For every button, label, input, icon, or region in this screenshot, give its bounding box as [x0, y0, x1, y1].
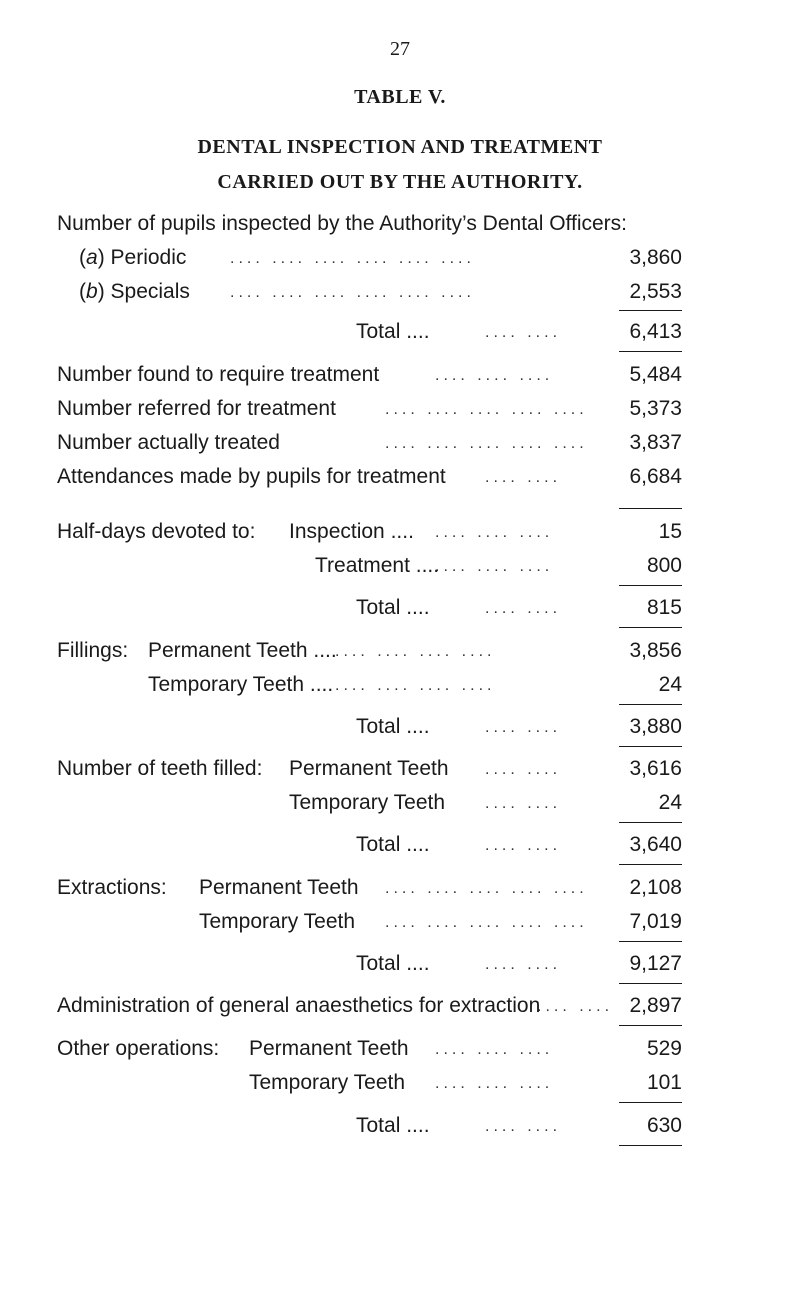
extractions-temporary-label: Temporary Teeth [199, 910, 356, 933]
fillings-total-label: Total .... [356, 715, 430, 738]
fillings-temporary-label: Temporary Teeth .... [148, 673, 334, 696]
leader-dots: .... .... .... [435, 367, 554, 384]
divider [619, 864, 682, 865]
leader-dots: .... .... .... [435, 558, 554, 575]
specials-value: 2,553 [629, 280, 682, 303]
teeth-filled-total-label: Total .... [356, 833, 430, 856]
anaesthetics-label: Administration of general anaesthetics for extraction [57, 994, 541, 1017]
specials-label: Specials [110, 280, 190, 303]
other-operations-total-label: Total .... [356, 1114, 430, 1137]
require-treatment-label: Number found to require treatment [57, 363, 380, 386]
fillings-permanent-value: 3,856 [629, 639, 682, 662]
divider [619, 983, 682, 984]
teeth-filled-temporary-label: Temporary Teeth [289, 791, 446, 814]
divider [619, 627, 682, 628]
divider [619, 822, 682, 823]
divider [619, 1025, 682, 1026]
divider [619, 746, 682, 747]
divider [619, 585, 682, 586]
periodic-letter: a [86, 246, 98, 269]
leader-dots: .... .... [485, 956, 562, 973]
leader-dots: .... .... .... [435, 1075, 554, 1092]
half-days-inspection-value: 15 [658, 520, 682, 543]
inspected-total-value: 6,413 [629, 320, 682, 343]
divider [619, 1102, 682, 1103]
leader-dots: .... .... [485, 719, 562, 736]
leader-dots: .... .... [485, 1118, 562, 1135]
other-operations-permanent-label: Permanent Teeth [249, 1037, 409, 1060]
inspected-label: Number of pupils inspected by the Authority’s Dental Officers: [57, 212, 628, 235]
divider [619, 508, 682, 509]
fillings-permanent-label: Permanent Teeth .... [148, 639, 337, 662]
leader-dots: .... .... [485, 761, 562, 778]
leader-dots: .... .... .... [435, 1041, 554, 1058]
leader-dots: .... .... .... .... .... .... [230, 250, 475, 267]
leader-dots: .... .... .... .... .... [385, 880, 588, 897]
divider [619, 704, 682, 705]
teeth-filled-label: Number of teeth filled: [57, 757, 263, 780]
leader-dots: .... .... .... .... [335, 677, 496, 694]
leader-dots: .... .... .... .... .... [385, 435, 588, 452]
leader-dots: .... .... .... .... [335, 643, 496, 660]
teeth-filled-permanent-label: Permanent Teeth [289, 757, 449, 780]
other-operations-total-value: 630 [646, 1114, 682, 1137]
heading-line-1: DENTAL INSPECTION AND TREATMENT [197, 136, 603, 158]
leader-dots: .... .... .... .... .... [385, 401, 588, 418]
leader-dots: .... .... [485, 469, 562, 486]
other-operations-permanent-value: 529 [646, 1037, 682, 1060]
divider [619, 310, 682, 311]
divider [619, 351, 682, 352]
leader-dots: .... .... .... .... .... .... [230, 284, 475, 301]
treated-label: Number actually treated [57, 431, 280, 454]
divider [619, 1145, 682, 1146]
teeth-filled-total-value: 3,640 [629, 833, 682, 856]
leader-dots: .... .... [485, 795, 562, 812]
half-days-treatment-value: 800 [646, 554, 682, 577]
specials-letter: b [86, 280, 98, 303]
inspected-total-label: Total .... [356, 320, 430, 343]
fillings-temporary-value: 24 [658, 673, 682, 696]
teeth-filled-permanent-value: 3,616 [629, 757, 682, 780]
leader-dots: .... .... [485, 324, 562, 341]
half-days-inspection-label: Inspection .... [289, 520, 414, 543]
extractions-total-label: Total .... [356, 952, 430, 975]
leader-dots: .... .... [485, 600, 562, 617]
leader-dots: .... .... .... .... .... [385, 914, 588, 931]
periodic-row: (a) Periodic [79, 246, 187, 269]
periodic-label: Periodic [110, 246, 187, 269]
other-operations-temporary-label: Temporary Teeth [249, 1071, 406, 1094]
referred-label: Number referred for treatment [57, 397, 336, 420]
fillings-total-value: 3,880 [629, 715, 682, 738]
referred-value: 5,373 [629, 397, 682, 420]
specials-row: (b) Specials [79, 280, 190, 303]
extractions-total-value: 9,127 [629, 952, 682, 975]
other-operations-temporary-value: 101 [646, 1071, 682, 1094]
divider [619, 941, 682, 942]
half-days-total-value: 815 [646, 596, 682, 619]
anaesthetics-value: 2,897 [629, 994, 682, 1017]
extractions-permanent-label: Permanent Teeth [199, 876, 359, 899]
leader-dots: .... .... .... [435, 524, 554, 541]
half-days-label: Half-days devoted to: [57, 520, 256, 543]
other-operations-label: Other operations: [57, 1037, 220, 1060]
teeth-filled-temporary-value: 24 [658, 791, 682, 814]
require-treatment-value: 5,484 [629, 363, 682, 386]
extractions-permanent-value: 2,108 [629, 876, 682, 899]
extractions-temporary-value: 7,019 [629, 910, 682, 933]
leader-dots: .... .... [537, 998, 614, 1015]
attendances-value: 6,684 [629, 465, 682, 488]
half-days-total-label: Total .... [356, 596, 430, 619]
half-days-treatment-label: Treatment .... [315, 554, 440, 577]
attendances-label: Attendances made by pupils for treatment [57, 465, 446, 488]
fillings-label: Fillings: [57, 639, 129, 662]
page-number: 27 [390, 38, 410, 60]
leader-dots: .... .... [485, 837, 562, 854]
treated-value: 3,837 [629, 431, 682, 454]
heading-line-2: CARRIED OUT BY THE AUTHORITY. [217, 171, 583, 193]
extractions-label: Extractions: [57, 876, 167, 899]
periodic-value: 3,860 [629, 246, 682, 269]
table-title: TABLE V. [354, 86, 446, 108]
